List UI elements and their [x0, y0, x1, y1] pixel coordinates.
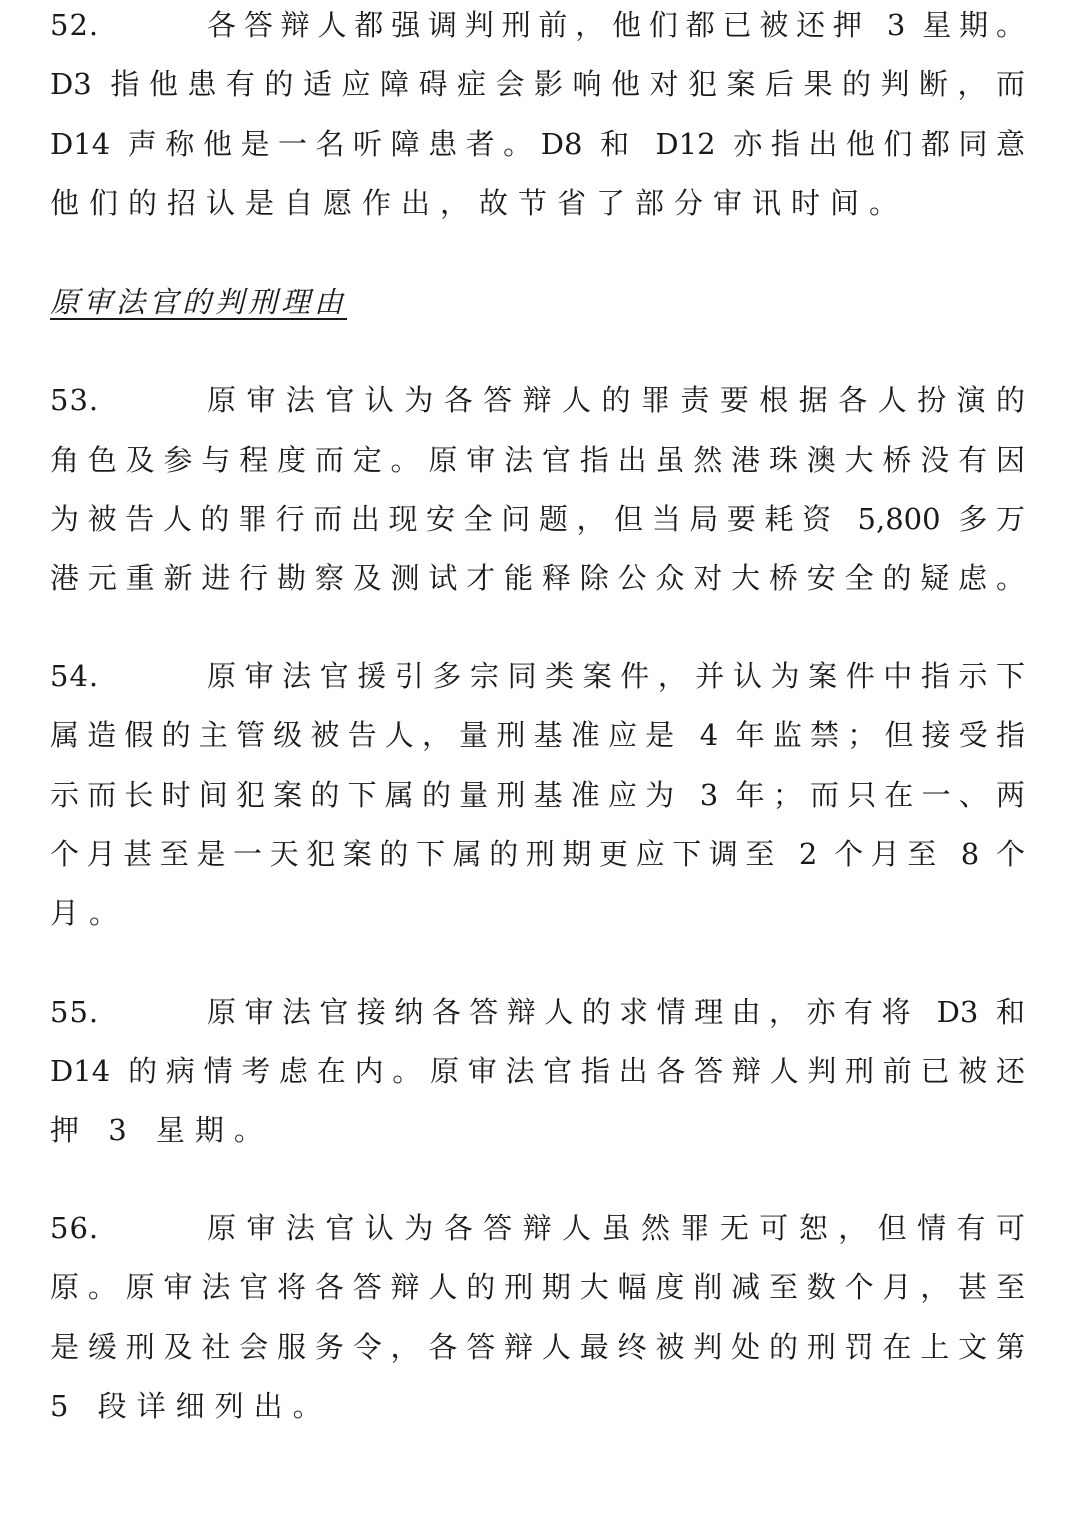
paragraph-line: 属造假的主管级被告人，量刑基准应是 4 年监禁；但接受指 — [50, 718, 1025, 752]
paragraph-line: 港元重新进行勘察及测试才能释除公众对大桥安全的疑虑。 — [50, 561, 1025, 595]
paragraph-line: 押 3 星期。 — [50, 1113, 273, 1147]
paragraph-line: 55. 原审法官接纳各答辩人的求情理由，亦有将 D3 和 — [50, 992, 1025, 1032]
paragraph-number: 53. — [50, 383, 100, 417]
paragraph-line: D3 指他患有的适应障碍症会影响他对犯案后果的判断，而 — [50, 67, 1025, 101]
paragraph-line: D14 的病情考虑在内。原审法官指出各答辩人判刑前已被还 — [50, 1054, 1025, 1088]
paragraph-line: 5 段详细列出。 — [50, 1389, 332, 1423]
paragraph-line: 54. 原审法官援引多宗同类案件，并认为案件中指示下 — [50, 656, 1025, 696]
section-heading: 原审法官的判刑理由 — [50, 285, 348, 319]
paragraph-line: 是缓刑及社会服务令，各答辩人最终被判处的刑罚在上文第 — [50, 1330, 1025, 1364]
paragraph-line: 为被告人的罪行而出现安全问题，但当局要耗资 5,800 多万 — [50, 502, 1025, 536]
paragraph-line: 个月甚至是一天犯案的下属的刑期更应下调至 2 个月至 8 个 — [50, 837, 1025, 871]
paragraph-line: 示而长时间犯案的下属的量刑基准应为 3 年；而只在一、两 — [50, 778, 1025, 812]
paragraph-line: 53. 原审法官认为各答辩人的罪责要根据各人扮演的 — [50, 380, 1025, 420]
paragraph-line: 月。 — [50, 896, 129, 930]
paragraph-line: 角色及参与程度而定。原审法官指出虽然港珠澳大桥没有因 — [50, 443, 1025, 477]
paragraph-number: 56. — [50, 1211, 100, 1245]
paragraph-number: 52. — [50, 8, 100, 42]
paragraph-line: D14 声称他是一名听障患者。D8 和 D12 亦指出他们都同意 — [50, 127, 1025, 161]
paragraph-line: 原。原审法官将各答辩人的刑期大幅度削减至数个月，甚至 — [50, 1270, 1025, 1304]
paragraph-line: 56. 原审法官认为各答辩人虽然罪无可恕，但情有可 — [50, 1208, 1025, 1248]
paragraph-line: 52. 各答辩人都强调判刑前，他们都已被还押 3 星期。 — [50, 5, 1025, 45]
paragraph-line: 他们的招认是自愿作出，故节省了部分审讯时间。 — [50, 186, 909, 220]
paragraph-number: 55. — [50, 995, 100, 1029]
paragraph-number: 54. — [50, 659, 100, 693]
